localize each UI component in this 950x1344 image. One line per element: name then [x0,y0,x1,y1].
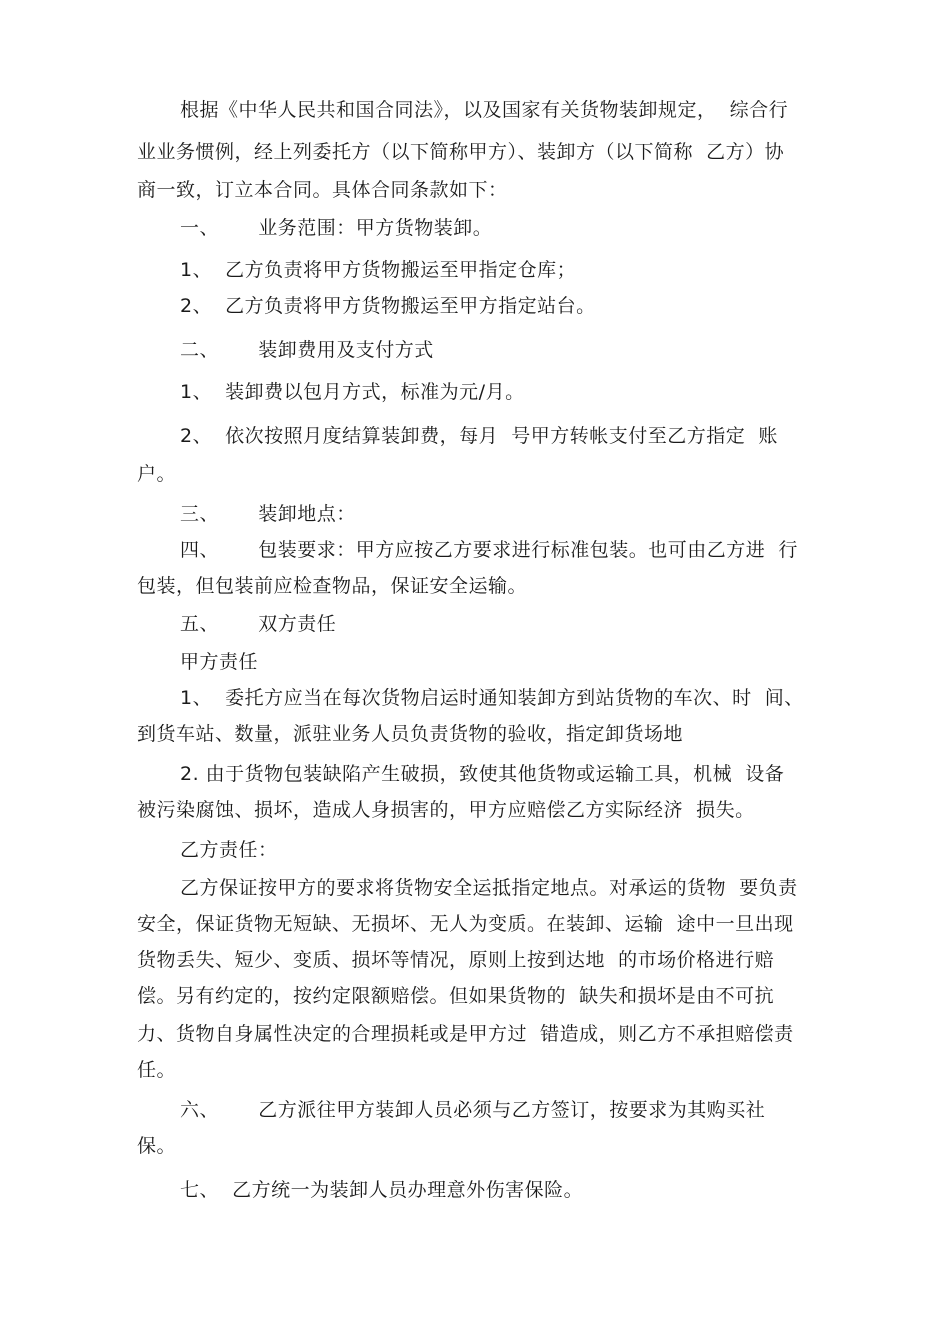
party-a-duty-2-line-2: 被污染腐蚀、损坏，造成人身损害的，甲方应赔偿乙方实际经济 损失。 [137,799,755,821]
section-7-line: 七、 乙方统一为装卸人员办理意外伤害保险。 [180,1179,584,1201]
section-1-item-2: 2、 乙方负责将甲方货物搬运至甲方指定站台。 [180,295,596,317]
para-intro-line-1: 根据《中华人民共和国合同法》，以及国家有关货物装卸规定， 综合行 [180,99,789,121]
section-2-heading: 二、 装卸费用及支付方式 [180,339,434,361]
section-4-line-1: 四、 包装要求：甲方应按乙方要求进行标准包装。也可由乙方进 行 [180,539,798,561]
section-1-heading: 一、 业务范围：甲方货物装卸。 [180,217,493,239]
section-6-line-2: 保。 [137,1135,177,1157]
section-6-line-1: 六、 乙方派往甲方装卸人员必须与乙方签订，按要求为其购买社 [180,1099,766,1121]
party-b-duty-line-6: 任。 [137,1059,177,1081]
section-1-item-1: 1、 乙方负责将甲方货物搬运至甲指定仓库； [180,259,577,281]
party-b-duty-heading: 乙方责任： [180,839,278,861]
party-a-duty-1-line-1: 1、 委托方应当在每次货物启运时通知装卸方到站货物的车次、时 间、 [180,687,804,709]
para-intro-line-2: 业业务惯例，经上列委托方（以下简称甲方）、装卸方（以下简称 乙方）协 [137,141,785,163]
party-b-duty-line-3: 货物丢失、短少、变质、损坏等情况，原则上按到达地 的市场价格进行赔 [137,949,775,971]
para-intro-line-3: 商一致，订立本合同。具体合同条款如下： [137,179,508,201]
section-4-line-2: 包装，但包装前应检查物品，保证安全运输。 [137,575,528,597]
section-2-item-2-line-1: 2、 依次按照月度结算装卸费，每月 号甲方转帐支付至乙方指定 账 [180,425,778,447]
party-a-duty-heading: 甲方责任 [180,651,259,673]
section-3-heading: 三、 装卸地点： [180,503,356,525]
party-b-duty-line-2: 安全，保证货物无短缺、无损坏、无人为变质。在装卸、运输 途中一旦出现 [137,913,794,935]
party-b-duty-line-5: 力、货物自身属性决定的合理损耗或是甲方过 错造成，则乙方不承担赔偿责 [137,1023,794,1045]
party-b-duty-line-1: 乙方保证按甲方的要求将货物安全运抵指定地点。对承运的货物 要负责 [180,877,798,899]
section-2-item-2-line-2: 户。 [137,463,177,485]
party-a-duty-2-line-1: 2. 由于货物包装缺陷产生破损，致使其他货物或运输工具，机械 设备 [180,763,785,785]
party-a-duty-1-line-2: 到货车站、数量，派驻业务人员负责货物的验收，指定卸货场地 [137,723,684,745]
section-5-heading: 五、 双方责任 [180,613,337,635]
section-2-item-1: 1、 装卸费以包月方式，标准为元/月。 [180,381,525,403]
party-b-duty-line-4: 偿。另有约定的，按约定限额赔偿。但如果货物的 缺失和损坏是由不可抗 [137,985,775,1007]
